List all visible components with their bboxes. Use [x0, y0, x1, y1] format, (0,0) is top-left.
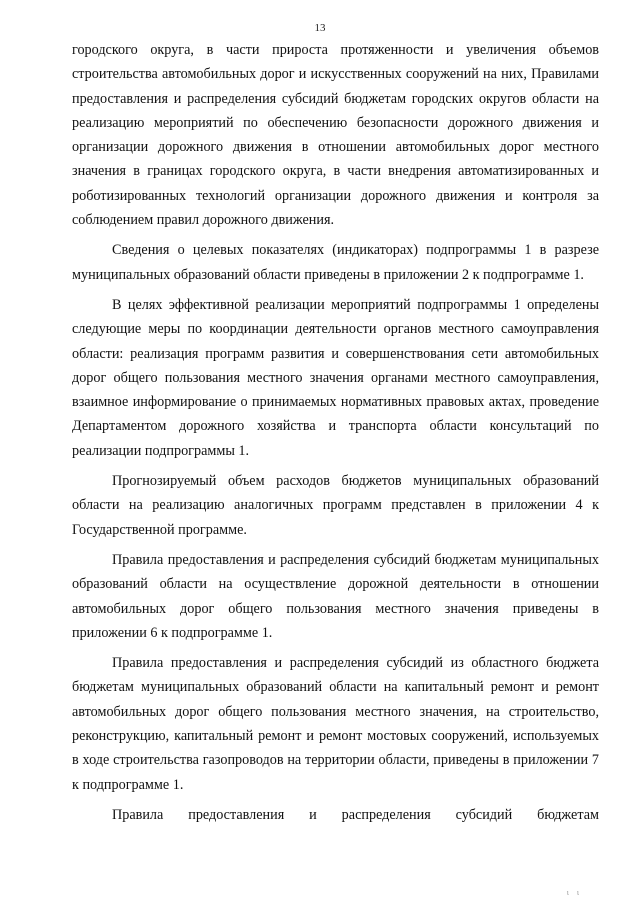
paragraph-subsidy-rules-truncated: Правила предоставления и распределения субсидий бюджетам — [112, 806, 599, 823]
paragraph-target-indicators: Сведения о целевых показателях (индикаторах) подпрограммы 1 в разрезе муниципальных образований области приведены в приложении 2 к подпрограмме 1. — [72, 242, 599, 283]
paragraph-subsidy-rules-repair: Правила предоставления и распределения субсидий из областного бюджета бюджетам муниципальных образований области на капитальный ремонт и ремонт автомобильных дорог общего пользования местного значения, на строительство, реконструкцию, капитальный ремонт и ремонт мостовых сооружений, используемых в ходе строительства газопроводов на территории области, приведены в приложении 7 к подпрограмме 1. — [72, 655, 599, 793]
scan-mark: ι ι — [566, 888, 582, 897]
document-body — [72, 38, 599, 827]
paragraph-coordination-measures: В целях эффективной реализации мероприятий подпрограммы 1 определены следующие меры по координации деятельности органов местного самоуправления области: реализация программ развития и совершенствования сети автомобильных дорог общего пользования местного значения органами местного самоуправления, взаимное информирование о принимаемых нормативных правовых актах, проведение Департаментом дорожного хозяйства и транспорта области консультаций по реализации подпрограммы 1. — [72, 296, 599, 459]
paragraph-subsidy-rules-road-activity: Правила предоставления и распределения субсидий бюджетам муниципальных образований области на осуществление дорожной деятельности в отношении автомобильных дорог общего пользования местного значения приведены в приложении 6 к подпрограмме 1. — [72, 551, 599, 641]
page-number: 13 — [314, 22, 326, 34]
paragraph-continuation: городского округа, в части прироста протяженности и увеличения объемов строительства автомобильных дорог и искусственных сооружений на них, Правилами предоставления и распределения субсидий бюджетам городских округов области на реализацию мероприятий по обеспечению безопасности дорожного движения и организации дорожного движения в отношении автомобильных дорог местного значения в границах городского округа, в части внедрения автоматизированных и роботизированных технологий организации дорожного движения и контроля за соблюдением правил дорожного движения. — [72, 42, 599, 229]
paragraph-forecast-expenses: Прогнозируемый объем расходов бюджетов муниципальных образований области на реализацию аналогичных программ представлен в приложении 4 к Государственной программе. — [72, 473, 599, 538]
